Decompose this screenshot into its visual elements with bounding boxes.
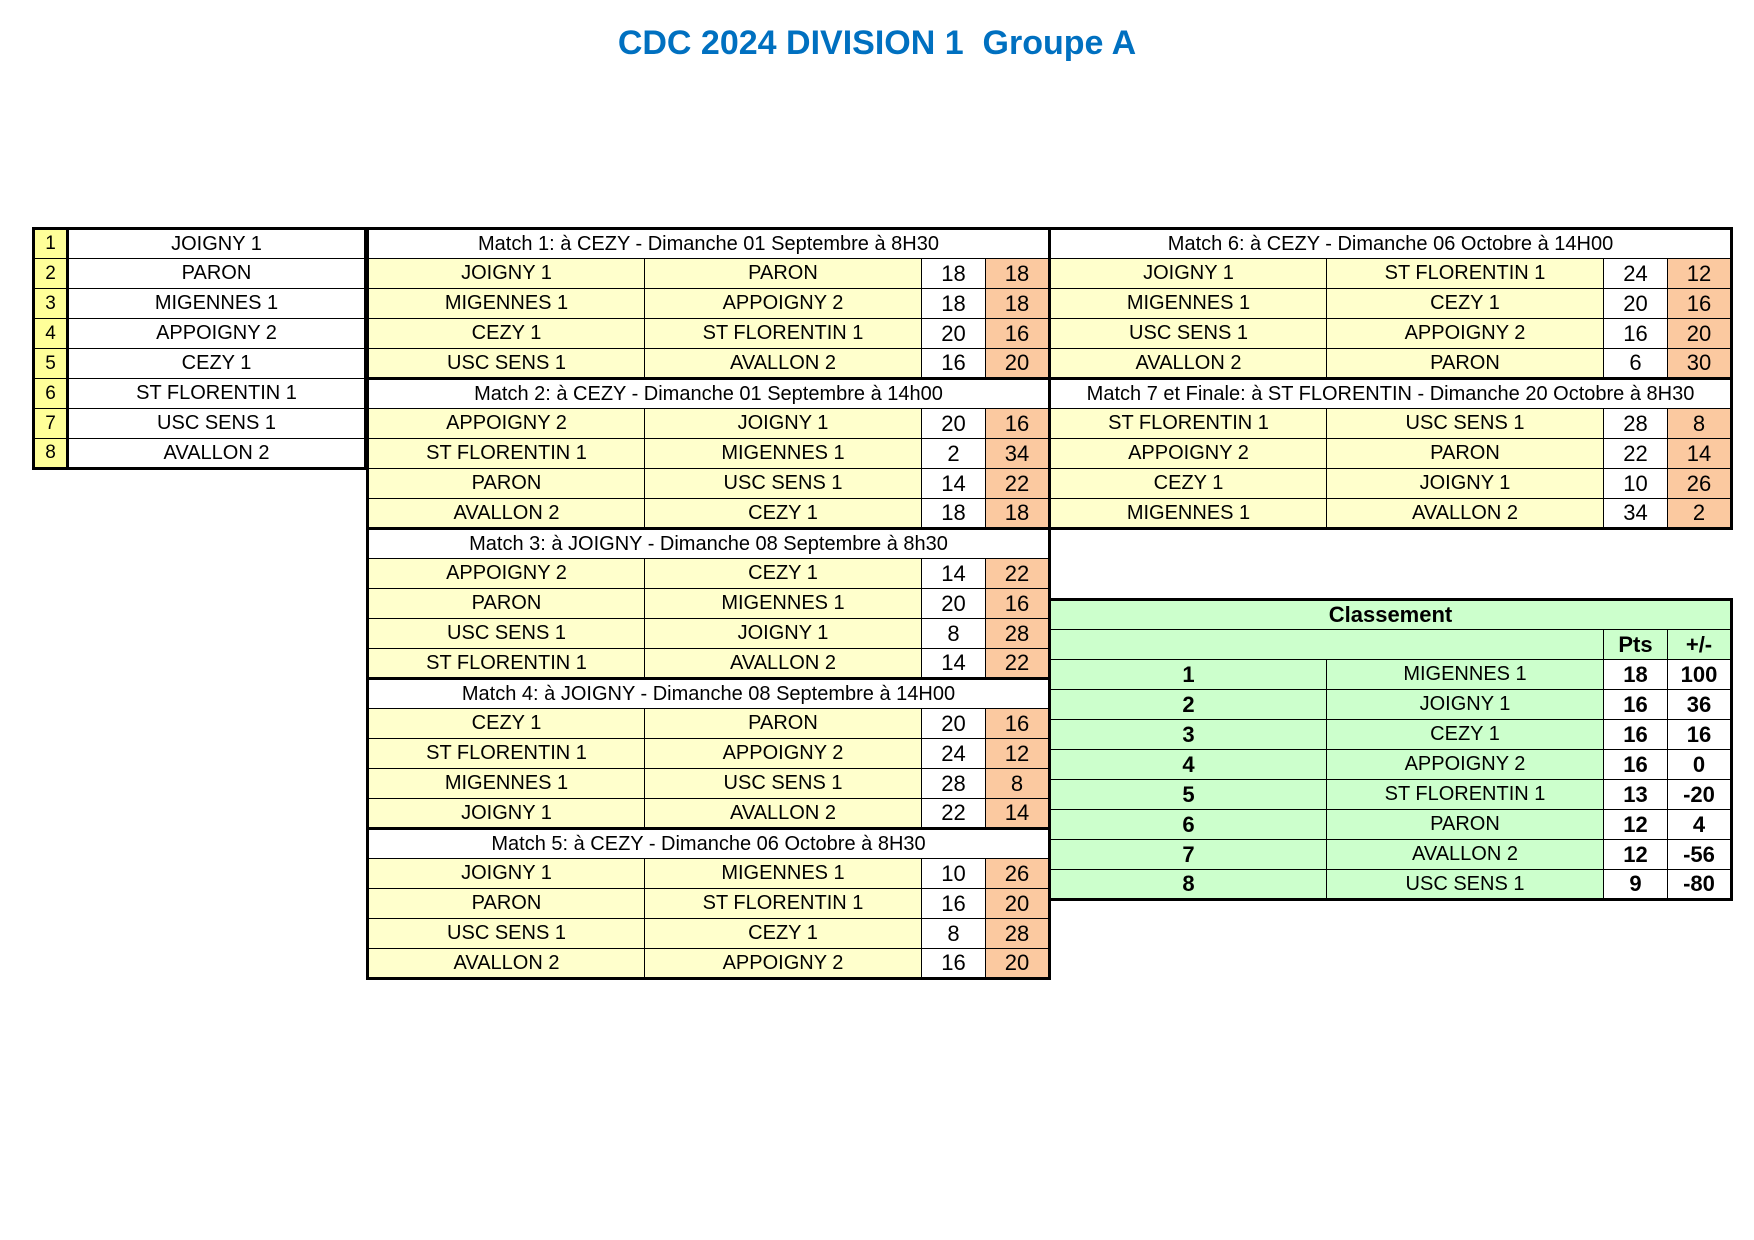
classement-row (1050, 750, 1732, 780)
classement-row (1050, 720, 1732, 750)
point-difference: -20 (1668, 780, 1732, 810)
game-row (1050, 319, 1732, 349)
rank: 6 (1050, 810, 1327, 840)
classement-row (1050, 690, 1732, 720)
home-score: 18 (922, 499, 986, 529)
game-row (368, 859, 1050, 889)
away-team: PARON (1327, 349, 1604, 379)
home-team: USC SENS 1 (1050, 319, 1327, 349)
away-score: 26 (986, 859, 1050, 889)
away-score: 12 (986, 739, 1050, 769)
game-row (368, 919, 1050, 949)
home-team: ST FLORENTIN 1 (368, 439, 645, 469)
game-row (368, 409, 1050, 439)
team-number: 2 (34, 259, 68, 289)
team-name: JOIGNY 1 (68, 229, 366, 259)
classement-table (1048, 598, 1733, 901)
team-row (34, 259, 366, 289)
ranked-team: ST FLORENTIN 1 (1327, 780, 1604, 810)
ranked-team: USC SENS 1 (1327, 870, 1604, 900)
home-team: ST FLORENTIN 1 (1050, 409, 1327, 439)
ranked-team: JOIGNY 1 (1327, 690, 1604, 720)
home-score: 20 (922, 709, 986, 739)
home-team: MIGENNES 1 (368, 289, 645, 319)
home-team: AVALLON 2 (368, 949, 645, 979)
away-score: 16 (986, 409, 1050, 439)
points: 13 (1604, 780, 1668, 810)
away-team: ST FLORENTIN 1 (645, 319, 922, 349)
game-row (1050, 409, 1732, 439)
points: 12 (1604, 840, 1668, 870)
home-score: 14 (922, 559, 986, 589)
away-team: APPOIGNY 2 (1327, 319, 1604, 349)
team-number: 6 (34, 379, 68, 409)
ranked-team: AVALLON 2 (1327, 840, 1604, 870)
match-header-row (368, 379, 1050, 409)
away-team: CEZY 1 (1327, 289, 1604, 319)
home-score: 34 (1604, 499, 1668, 529)
home-score: 2 (922, 439, 986, 469)
game-row (1050, 439, 1732, 469)
away-score: 20 (1668, 319, 1732, 349)
game-row (368, 769, 1050, 799)
classement-row (1050, 780, 1732, 810)
away-team: MIGENNES 1 (645, 439, 922, 469)
away-score: 28 (986, 919, 1050, 949)
ranked-team: CEZY 1 (1327, 720, 1604, 750)
team-row (34, 439, 366, 469)
home-team: JOIGNY 1 (1050, 259, 1327, 289)
away-score: 34 (986, 439, 1050, 469)
game-row (368, 589, 1050, 619)
away-team: AVALLON 2 (645, 349, 922, 379)
team-number: 5 (34, 349, 68, 379)
home-score: 16 (922, 889, 986, 919)
away-score: 14 (986, 799, 1050, 829)
game-row (368, 559, 1050, 589)
away-team: APPOIGNY 2 (645, 949, 922, 979)
home-team: CEZY 1 (368, 709, 645, 739)
game-row (368, 499, 1050, 529)
home-score: 16 (922, 349, 986, 379)
game-row (368, 889, 1050, 919)
rank: 5 (1050, 780, 1327, 810)
home-score: 22 (922, 799, 986, 829)
away-team: ST FLORENTIN 1 (1327, 259, 1604, 289)
home-score: 10 (1604, 469, 1668, 499)
game-row (368, 799, 1050, 829)
ranked-team: PARON (1327, 810, 1604, 840)
match-header: Match 7 et Finale: à ST FLORENTIN - Dimanche 20 Octobre à 8H30 (1050, 379, 1732, 409)
away-score: 22 (986, 469, 1050, 499)
home-score: 18 (922, 259, 986, 289)
points: 16 (1604, 690, 1668, 720)
away-team: USC SENS 1 (645, 769, 922, 799)
away-team: PARON (645, 259, 922, 289)
home-score: 20 (922, 409, 986, 439)
team-name: MIGENNES 1 (68, 289, 366, 319)
home-team: MIGENNES 1 (1050, 289, 1327, 319)
away-score: 16 (986, 319, 1050, 349)
classement-title: Classement (1050, 600, 1732, 630)
game-row (368, 349, 1050, 379)
home-score: 6 (1604, 349, 1668, 379)
game-row (1050, 499, 1732, 529)
classement-row (1050, 810, 1732, 840)
away-team: AVALLON 2 (645, 799, 922, 829)
team-row (34, 229, 366, 259)
away-team: APPOIGNY 2 (645, 739, 922, 769)
points: 18 (1604, 660, 1668, 690)
team-number: 8 (34, 439, 68, 469)
team-row (34, 289, 366, 319)
match-header-row (368, 829, 1050, 859)
ranked-team: APPOIGNY 2 (1327, 750, 1604, 780)
team-name: PARON (68, 259, 366, 289)
point-difference: -56 (1668, 840, 1732, 870)
rank: 2 (1050, 690, 1327, 720)
away-team: USC SENS 1 (645, 469, 922, 499)
match-header: Match 1: à CEZY - Dimanche 01 Septembre à 8H30 (368, 229, 1050, 259)
home-team: JOIGNY 1 (368, 859, 645, 889)
match-header-row (368, 229, 1050, 259)
away-score: 30 (1668, 349, 1732, 379)
game-row (1050, 469, 1732, 499)
home-score: 20 (922, 319, 986, 349)
away-team: JOIGNY 1 (645, 409, 922, 439)
home-team: ST FLORENTIN 1 (368, 649, 645, 679)
home-score: 10 (922, 859, 986, 889)
points: 16 (1604, 720, 1668, 750)
away-team: JOIGNY 1 (645, 619, 922, 649)
classement-row (1050, 660, 1732, 690)
classement-row (1050, 840, 1732, 870)
match-header: Match 4: à JOIGNY - Dimanche 08 Septembre à 14H00 (368, 679, 1050, 709)
home-team: AVALLON 2 (1050, 349, 1327, 379)
rank: 8 (1050, 870, 1327, 900)
home-team: USC SENS 1 (368, 919, 645, 949)
team-row (34, 379, 366, 409)
pts-header: Pts (1604, 630, 1668, 660)
away-score: 2 (1668, 499, 1732, 529)
rank: 7 (1050, 840, 1327, 870)
away-score: 8 (1668, 409, 1732, 439)
away-team: CEZY 1 (645, 499, 922, 529)
home-team: ST FLORENTIN 1 (368, 739, 645, 769)
rank: 4 (1050, 750, 1327, 780)
home-team: MIGENNES 1 (368, 769, 645, 799)
away-score: 16 (986, 709, 1050, 739)
away-team: CEZY 1 (645, 559, 922, 589)
match-header: Match 5: à CEZY - Dimanche 06 Octobre à 8H30 (368, 829, 1050, 859)
point-difference: 36 (1668, 690, 1732, 720)
home-team: PARON (368, 889, 645, 919)
game-row (1050, 289, 1732, 319)
away-score: 18 (986, 259, 1050, 289)
game-row (368, 949, 1050, 979)
away-score: 12 (1668, 259, 1732, 289)
point-difference: 16 (1668, 720, 1732, 750)
away-score: 20 (986, 889, 1050, 919)
home-team: USC SENS 1 (368, 619, 645, 649)
away-score: 8 (986, 769, 1050, 799)
home-score: 28 (922, 769, 986, 799)
match-header: Match 6: à CEZY - Dimanche 06 Octobre à 14H00 (1050, 229, 1732, 259)
point-difference: -80 (1668, 870, 1732, 900)
page-title: CDC 2024 DIVISION 1 Groupe A (617, 24, 1137, 62)
home-score: 14 (922, 469, 986, 499)
away-score: 22 (986, 559, 1050, 589)
match-header: Match 2: à CEZY - Dimanche 01 Septembre à 14h00 (368, 379, 1050, 409)
home-score: 16 (1604, 319, 1668, 349)
home-score: 24 (1604, 259, 1668, 289)
away-team: APPOIGNY 2 (645, 289, 922, 319)
away-team: USC SENS 1 (1327, 409, 1604, 439)
point-difference: 0 (1668, 750, 1732, 780)
away-team: MIGENNES 1 (645, 589, 922, 619)
home-score: 22 (1604, 439, 1668, 469)
home-score: 20 (922, 589, 986, 619)
home-team: USC SENS 1 (368, 349, 645, 379)
game-row (368, 439, 1050, 469)
away-score: 20 (986, 349, 1050, 379)
team-number: 3 (34, 289, 68, 319)
away-team: AVALLON 2 (1327, 499, 1604, 529)
home-team: CEZY 1 (1050, 469, 1327, 499)
away-team: AVALLON 2 (645, 649, 922, 679)
ranked-team: MIGENNES 1 (1327, 660, 1604, 690)
away-team: CEZY 1 (645, 919, 922, 949)
home-team: JOIGNY 1 (368, 799, 645, 829)
point-difference: 4 (1668, 810, 1732, 840)
game-row (1050, 259, 1732, 289)
game-row (368, 469, 1050, 499)
home-team: PARON (368, 589, 645, 619)
match-header-row (1050, 229, 1732, 259)
home-team: MIGENNES 1 (1050, 499, 1327, 529)
home-team: JOIGNY 1 (368, 259, 645, 289)
points: 12 (1604, 810, 1668, 840)
point-difference: 100 (1668, 660, 1732, 690)
team-name: AVALLON 2 (68, 439, 366, 469)
home-team: APPOIGNY 2 (368, 409, 645, 439)
points: 9 (1604, 870, 1668, 900)
teams-table (32, 227, 367, 470)
schedule-right (1048, 227, 1733, 530)
away-score: 16 (1668, 289, 1732, 319)
home-score: 8 (922, 919, 986, 949)
home-score: 28 (1604, 409, 1668, 439)
home-score: 20 (1604, 289, 1668, 319)
away-score: 16 (986, 589, 1050, 619)
game-row (368, 649, 1050, 679)
match-header-row (1050, 379, 1732, 409)
classement-header-blank (1050, 630, 1604, 660)
rank: 3 (1050, 720, 1327, 750)
game-row (368, 259, 1050, 289)
team-number: 1 (34, 229, 68, 259)
away-team: PARON (645, 709, 922, 739)
game-row (1050, 349, 1732, 379)
team-name: CEZY 1 (68, 349, 366, 379)
team-row (34, 319, 366, 349)
home-score: 8 (922, 619, 986, 649)
away-score: 22 (986, 649, 1050, 679)
home-score: 24 (922, 739, 986, 769)
away-team: JOIGNY 1 (1327, 469, 1604, 499)
diff-header: +/- (1668, 630, 1732, 660)
home-team: AVALLON 2 (368, 499, 645, 529)
away-team: MIGENNES 1 (645, 859, 922, 889)
home-score: 18 (922, 289, 986, 319)
home-team: APPOIGNY 2 (1050, 439, 1327, 469)
rank: 1 (1050, 660, 1327, 690)
schedule-left (366, 227, 1051, 980)
away-team: PARON (1327, 439, 1604, 469)
away-score: 18 (986, 499, 1050, 529)
classement-row (1050, 870, 1732, 900)
match-header-row (368, 679, 1050, 709)
away-score: 20 (986, 949, 1050, 979)
team-name: USC SENS 1 (68, 409, 366, 439)
game-row (368, 739, 1050, 769)
team-name: APPOIGNY 2 (68, 319, 366, 349)
game-row (368, 289, 1050, 319)
classement-header-row (1050, 630, 1732, 660)
away-team: ST FLORENTIN 1 (645, 889, 922, 919)
home-score: 16 (922, 949, 986, 979)
away-score: 18 (986, 289, 1050, 319)
match-header-row (368, 529, 1050, 559)
away-score: 26 (1668, 469, 1732, 499)
points: 16 (1604, 750, 1668, 780)
match-header: Match 3: à JOIGNY - Dimanche 08 Septembre à 8h30 (368, 529, 1050, 559)
away-score: 14 (1668, 439, 1732, 469)
team-row (34, 409, 366, 439)
home-score: 14 (922, 649, 986, 679)
game-row (368, 709, 1050, 739)
game-row (368, 619, 1050, 649)
classement-title-row (1050, 600, 1732, 630)
team-name: ST FLORENTIN 1 (68, 379, 366, 409)
home-team: CEZY 1 (368, 319, 645, 349)
home-team: APPOIGNY 2 (368, 559, 645, 589)
home-team: PARON (368, 469, 645, 499)
away-score: 28 (986, 619, 1050, 649)
team-number: 4 (34, 319, 68, 349)
team-row (34, 349, 366, 379)
game-row (368, 319, 1050, 349)
team-number: 7 (34, 409, 68, 439)
